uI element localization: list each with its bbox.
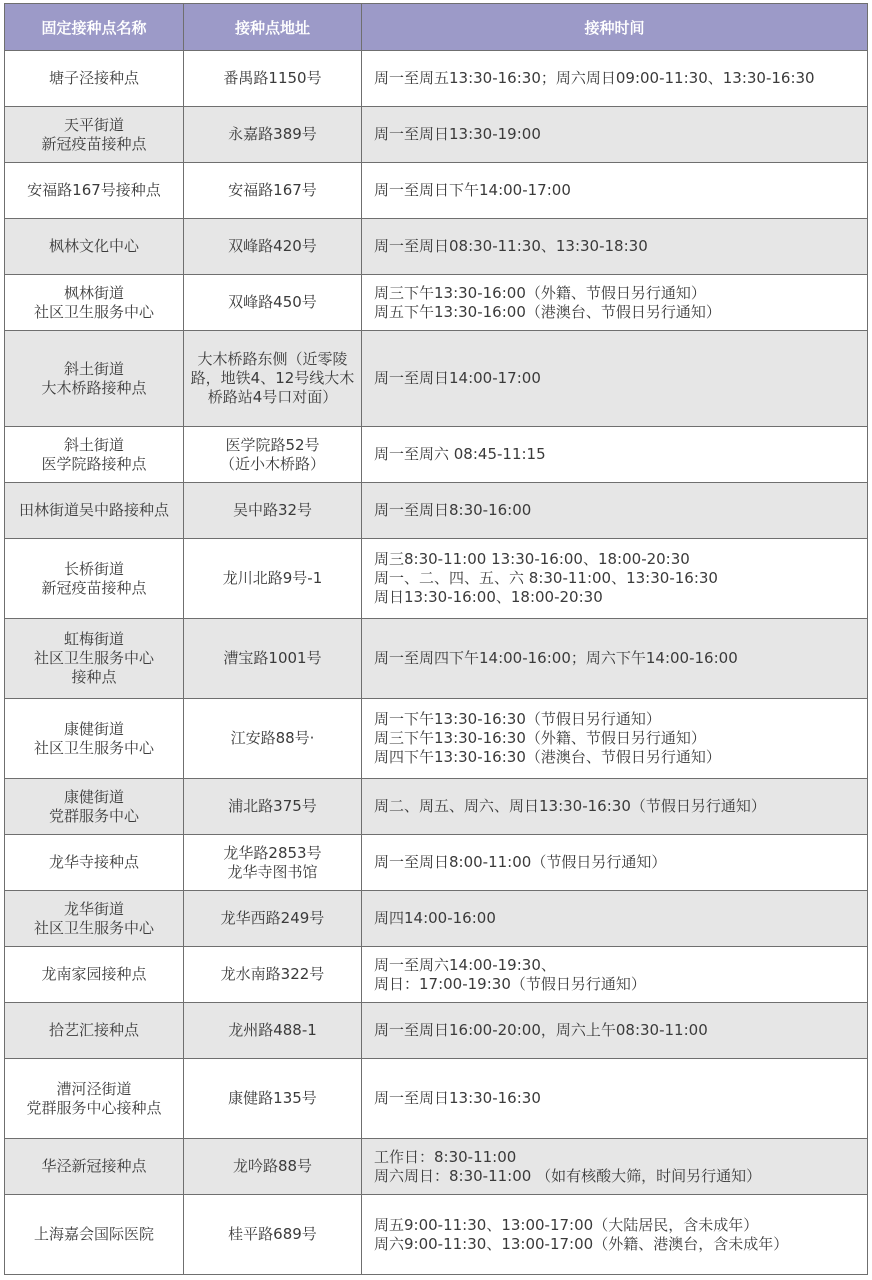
vaccination-time-cell: 周一至周日13:30-16:30: [362, 1059, 868, 1139]
site-name-cell: 龙华街道 社区卫生服务中心: [5, 891, 184, 947]
site-address-cell: 龙吟路88号: [184, 1139, 362, 1195]
table-row: [5, 947, 868, 1003]
site-address-cell: 龙州路488-1: [184, 1003, 362, 1059]
vaccination-time-cell: 周一至周六 08:45-11:15: [362, 427, 868, 483]
site-address-cell: 吴中路32号: [184, 483, 362, 539]
table-row: [5, 275, 868, 331]
table-row: [5, 427, 868, 483]
site-name-cell: 塘子泾接种点: [5, 51, 184, 107]
site-address-cell: 龙水南路322号: [184, 947, 362, 1003]
vaccination-time-cell: 周一至周日14:00-17:00: [362, 331, 868, 427]
site-address-cell: 龙华路2853号 龙华寺图书馆: [184, 835, 362, 891]
table-row: [5, 1059, 868, 1139]
table-row: [5, 51, 868, 107]
site-name-cell: 康健街道 社区卫生服务中心: [5, 699, 184, 779]
site-name-cell: 天平街道 新冠疫苗接种点: [5, 107, 184, 163]
vaccination-time-cell: 周三8:30-11:00 13:30-16:00、18:00-20:30 周一、二、四、五、六 8:30-11:00、13:30-16:30 周日13:30-16:00、18:00-20:30: [362, 539, 868, 619]
site-name-cell: 虹梅街道 社区卫生服务中心 接种点: [5, 619, 184, 699]
vaccination-time-cell: 周一至周日8:00-11:00（节假日另行通知）: [362, 835, 868, 891]
vaccination-time-cell: 周一至周日下午14:00-17:00: [362, 163, 868, 219]
site-address-cell: 番禺路1150号: [184, 51, 362, 107]
site-name-cell: 拾艺汇接种点: [5, 1003, 184, 1059]
table-row: [5, 1139, 868, 1195]
table-row: [5, 619, 868, 699]
vaccination-time-cell: 周一至周日08:30-11:30、13:30-18:30: [362, 219, 868, 275]
vaccination-time-cell: 周二、周五、周六、周日13:30-16:30（节假日另行通知）: [362, 779, 868, 835]
table-header: [5, 4, 868, 51]
vaccination-time-cell: 周一至周六14:00-19:30、 周日：17:00-19:30（节假日另行通知）: [362, 947, 868, 1003]
table-row: [5, 219, 868, 275]
site-address-cell: 安福路167号: [184, 163, 362, 219]
header-vaccination-time: 接种时间: [362, 4, 868, 51]
table-row: [5, 483, 868, 539]
header-row: [5, 4, 868, 51]
site-name-cell: 龙南家园接种点: [5, 947, 184, 1003]
site-name-cell: 长桥街道 新冠疫苗接种点: [5, 539, 184, 619]
table-row: [5, 107, 868, 163]
site-address-cell: 桂平路689号: [184, 1195, 362, 1275]
site-name-cell: 斜土街道 大木桥路接种点: [5, 331, 184, 427]
site-name-cell: 漕河泾街道 党群服务中心接种点: [5, 1059, 184, 1139]
site-address-cell: 漕宝路1001号: [184, 619, 362, 699]
site-name-cell: 上海嘉会国际医院: [5, 1195, 184, 1275]
site-address-cell: 康健路135号: [184, 1059, 362, 1139]
table-row: [5, 331, 868, 427]
site-address-cell: 浦北路375号: [184, 779, 362, 835]
site-address-cell: 龙川北路9号-1: [184, 539, 362, 619]
vaccination-time-cell: 周一至周日16:00-20:00，周六上午08:30-11:00: [362, 1003, 868, 1059]
site-name-cell: 龙华寺接种点: [5, 835, 184, 891]
site-address-cell: 大木桥路东侧（近零陵路，地铁4、12号线大木桥路站4号口对面）: [184, 331, 362, 427]
site-address-cell: 龙华西路249号: [184, 891, 362, 947]
site-name-cell: 安福路167号接种点: [5, 163, 184, 219]
vaccination-sites-table: [4, 3, 868, 1275]
vaccination-time-cell: 周一至周日13:30-19:00: [362, 107, 868, 163]
vaccination-time-cell: 周一至周日8:30-16:00: [362, 483, 868, 539]
site-name-cell: 斜土街道 医学院路接种点: [5, 427, 184, 483]
vaccination-time-cell: 周三下午13:30-16:00（外籍、节假日另行通知） 周五下午13:30-16:00（港澳台、节假日另行通知）: [362, 275, 868, 331]
table-row: [5, 1195, 868, 1275]
site-name-cell: 田林街道吴中路接种点: [5, 483, 184, 539]
vaccination-sites-table-container: [4, 3, 868, 1275]
site-name-cell: 枫林街道 社区卫生服务中心: [5, 275, 184, 331]
vaccination-time-cell: 周五9:00-11:30、13:00-17:00（大陆居民，含未成年） 周六9:00-11:30、13:00-17:00（外籍、港澳台，含未成年）: [362, 1195, 868, 1275]
site-address-cell: 双峰路450号: [184, 275, 362, 331]
header-site-address: 接种点地址: [184, 4, 362, 51]
table-row: [5, 699, 868, 779]
table-row: [5, 163, 868, 219]
header-site-name: 固定接种点名称: [5, 4, 184, 51]
table-row: [5, 1003, 868, 1059]
table-body: [5, 51, 868, 1275]
table-row: [5, 539, 868, 619]
site-address-cell: 江安路88号·: [184, 699, 362, 779]
site-address-cell: 双峰路420号: [184, 219, 362, 275]
site-name-cell: 华泾新冠接种点: [5, 1139, 184, 1195]
table-row: [5, 779, 868, 835]
site-address-cell: 医学院路52号 （近小木桥路）: [184, 427, 362, 483]
table-row: [5, 891, 868, 947]
site-name-cell: 枫林文化中心: [5, 219, 184, 275]
site-address-cell: 永嘉路389号: [184, 107, 362, 163]
vaccination-time-cell: 周一至周五13:30-16:30；周六周日09:00-11:30、13:30-16:30: [362, 51, 868, 107]
site-name-cell: 康健街道 党群服务中心: [5, 779, 184, 835]
vaccination-time-cell: 周四14:00-16:00: [362, 891, 868, 947]
table-row: [5, 835, 868, 891]
vaccination-time-cell: 周一下午13:30-16:30（节假日另行通知） 周三下午13:30-16:30（外籍、节假日另行通知） 周四下午13:30-16:30（港澳台、节假日另行通知）: [362, 699, 868, 779]
vaccination-time-cell: 工作日：8:30-11:00 周六周日：8:30-11:00 （如有核酸大筛，时间另行通知）: [362, 1139, 868, 1195]
vaccination-time-cell: 周一至周四下午14:00-16:00；周六下午14:00-16:00: [362, 619, 868, 699]
